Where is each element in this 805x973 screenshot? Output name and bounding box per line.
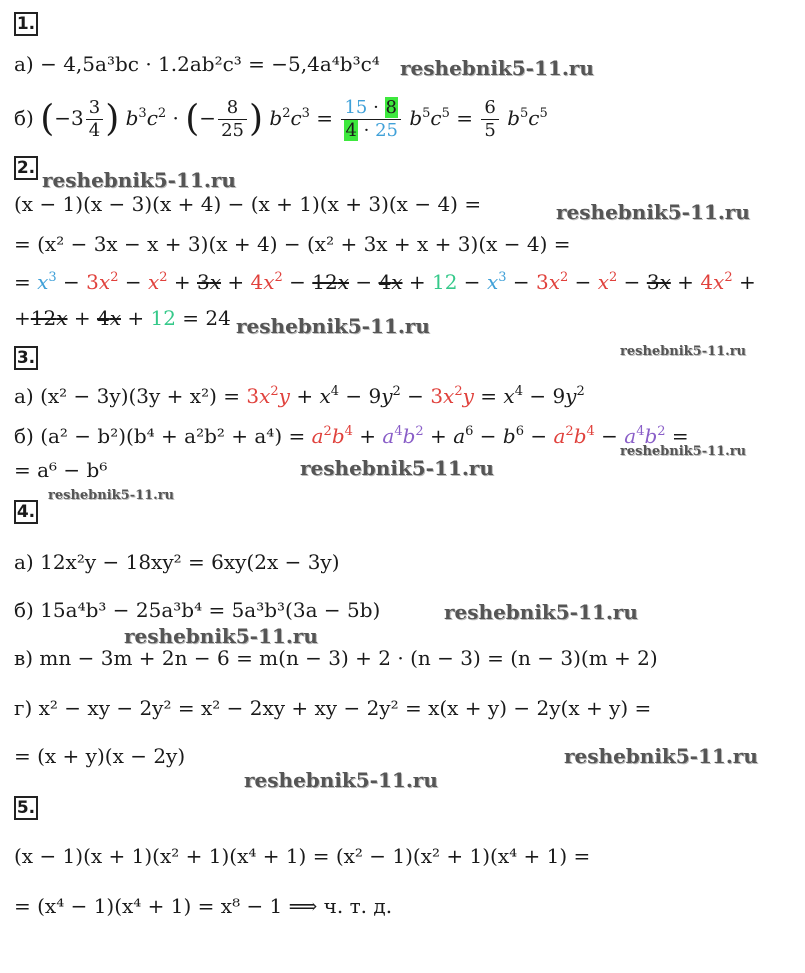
task-number-4: 4. (14, 500, 38, 524)
task1-a-expression: − 4,5a³bc · 1.2ab²c³ = −5,4a⁴b³c⁴ (40, 52, 380, 76)
watermark: reshebnik5-11.ru (556, 200, 750, 224)
label-a: а) (14, 384, 34, 408)
label-b: б) (14, 106, 34, 130)
task1-mixed-whole: −3 (54, 106, 84, 130)
label-a: а) (14, 52, 34, 76)
task4-line-a (14, 548, 340, 576)
task3-line-b: б) $(a^2 - b^2)(b^4 + a^2b^2 + a^4) = a^2b^4 + a^4b^2 + a^6 - b^6 - a^2b^4 - a^4b^2$ = (14, 424, 689, 448)
watermark: reshebnik5-11.ru (124, 624, 318, 648)
task4-v-expression: mn − 3m + 2n − 6 = m(n − 3) + 2 · (n − 3) = (n − 3)(m + 2) (39, 646, 658, 670)
task-number-1: 1. (14, 12, 38, 36)
task4-a-expression: 12x²y − 18xy² = 6xy(2x − 3y) (40, 550, 340, 574)
task4-line-b (14, 596, 380, 624)
task2-line-2: = (x² − 3x − x + 3)(x + 4) − (x² + 3x + x + 3)(x − 4) = (14, 232, 571, 256)
task1-b-term3: $b^5c^5$ = (409, 106, 480, 130)
task3-line-b2: = a⁶ − b⁶ (14, 458, 108, 482)
paren-open: ( (185, 98, 200, 140)
task3-line-a: а) $(x^2 - 3y)(3y + x^2) = 3x^2y + x^4 - 9y^2 - 3x^2y = x^4 - 9y^2$ (14, 384, 585, 408)
watermark: reshebnik5-11.ru (236, 314, 430, 338)
label-g: г) (14, 696, 33, 720)
task2-line-1: (x − 1)(x − 3)(x + 4) − (x + 1)(x + 3)(x − 4) = (14, 192, 482, 216)
task-number-2: 2. (14, 156, 38, 180)
watermark: reshebnik5-11.ru (48, 488, 175, 503)
watermark: reshebnik5-11.ru (244, 768, 438, 792)
task-number-3: 3. (14, 346, 38, 370)
watermark: reshebnik5-11.ru (444, 600, 638, 624)
task1-result-fraction: $\frac{15 \cdot 8}{4 \cdot 25}$ (341, 97, 401, 142)
task1-b-term4: $b^5c^5$ (507, 106, 548, 130)
watermark: reshebnik5-11.ru (620, 344, 747, 359)
task1-line-b: б) (−3 $\frac{3}{4}$ ) $b^3c^2$ · (− $\frac{8}{25}$ ) $b^2c^3$ = $\frac{15 \cdot 8}{4 \cdot 25}$ $b^5c^5$ = $\frac{6}{5}$ $b^5c^5$ (14, 97, 548, 141)
task4-line-v (14, 644, 658, 672)
task3-a-lhs: (x² − 3y)(3y + x²) = (40, 384, 247, 408)
task1-b-term2: $b^2c^3$ = (269, 106, 340, 130)
watermark: reshebnik5-11.ru (564, 744, 758, 768)
task1-mixed-fraction: $\frac{3}{4}$ (86, 97, 103, 142)
task2-line-4: +12x + 4x + 12 = 24 (14, 306, 231, 330)
task4-line-g2: = (x + y)(x − 2y) (14, 744, 186, 768)
watermark: reshebnik5-11.ru (42, 168, 236, 192)
task4-g-expression: x² − xy − 2y² = x² − 2xy + xy − 2y² = x(x + y) − 2y(x + y) = (38, 696, 652, 720)
task1-final-fraction: $\frac{6}{5}$ (481, 97, 498, 142)
task5-line-2: = (x⁴ − 1)(x⁴ + 1) = x⁸ − 1 ⟹ ч. т. д. (14, 894, 393, 918)
paren-close: ) (248, 98, 264, 140)
label-b: б) (14, 424, 34, 448)
task1-fraction-8-25: $\frac{8}{25}$ (218, 97, 247, 142)
watermark: reshebnik5-11.ru (400, 56, 594, 80)
label-v: в) (14, 646, 34, 670)
paren-close: ) (105, 98, 120, 140)
task4-line-g (14, 694, 651, 722)
task1-line-a (14, 50, 380, 78)
watermark: reshebnik5-11.ru (300, 456, 494, 480)
task3-b-lhs: (a² − b²)(b⁴ + a²b² + a⁴) = (40, 424, 312, 448)
task1-b-term1: $b^3c^2$ · (125, 106, 186, 130)
task5-line-1: (x − 1)(x + 1)(x² + 1)(x⁴ + 1) = (x² − 1)(x² + 1)(x⁴ + 1) = (14, 844, 591, 868)
label-b: б) (14, 598, 34, 622)
task2-result: = 24 (182, 306, 231, 330)
label-a: а) (14, 550, 34, 574)
watermark: reshebnik5-11.ru (620, 444, 747, 459)
task2-line-3: = $x^3 - 3x^2 - x^2 + 3x + 4x^2 - 12x - 4x + 12 - x^3 - 3x^2 - x^2 - 3x + 4x^2$ + (14, 270, 756, 294)
paren-open: ( (40, 98, 55, 140)
task4-b-expression: 15a⁴b³ − 25a³b⁴ = 5a³b³(3a − 5b) (40, 598, 381, 622)
task-number-5: 5. (14, 796, 38, 820)
